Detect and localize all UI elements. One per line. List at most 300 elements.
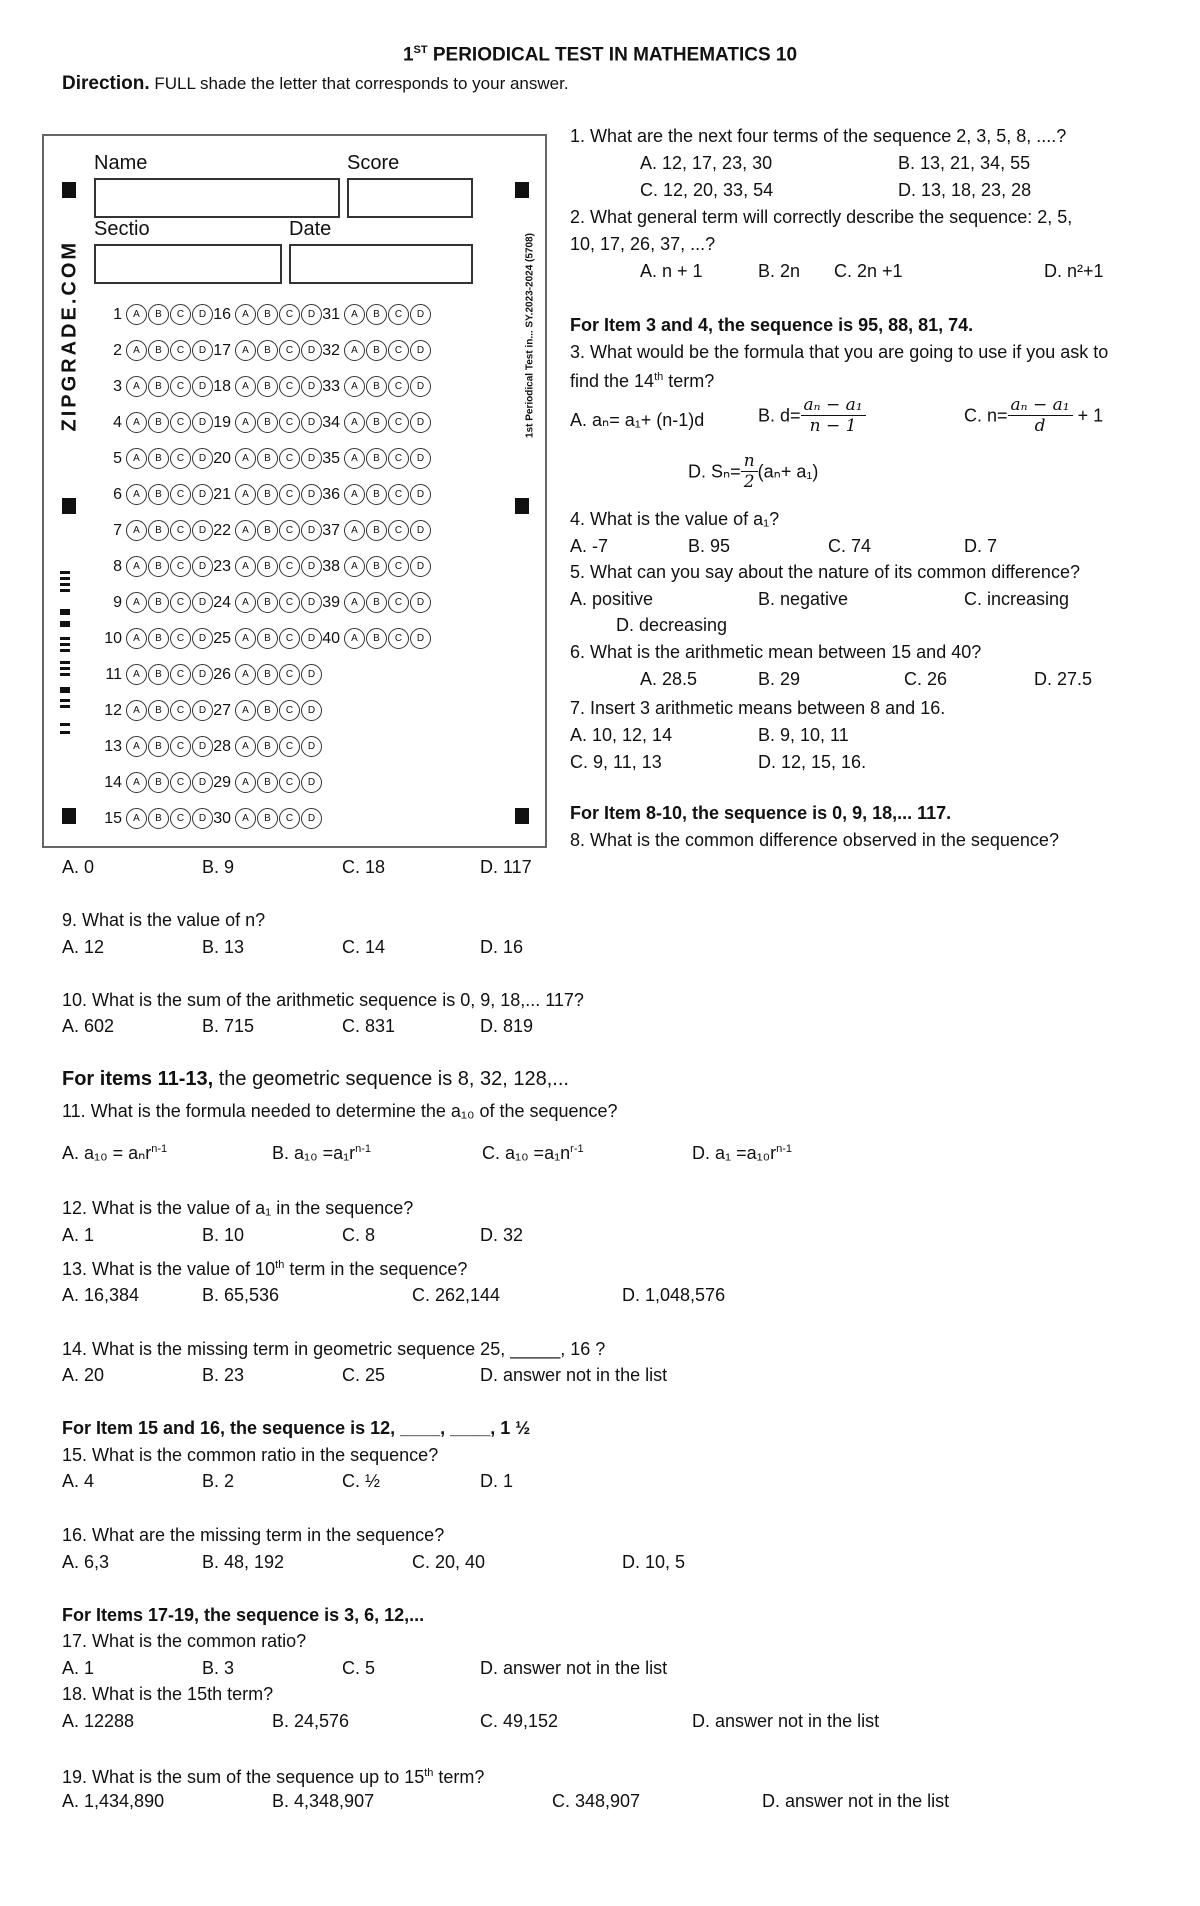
bubble-33-a[interactable]: A — [344, 376, 365, 397]
bubble-26-d[interactable]: D — [301, 664, 322, 685]
bubble-5-a[interactable]: A — [126, 448, 147, 469]
q14-choice-b[interactable]: B. 23 — [202, 1365, 245, 1385]
q1-choice-c[interactable]: C. 12, 20, 33, 54 — [640, 180, 774, 200]
bubble-29-b[interactable]: B — [257, 772, 278, 793]
bubble-9-d[interactable]: D — [192, 592, 213, 613]
bubble-11-c[interactable]: C — [170, 664, 191, 685]
bubble-18-c[interactable]: C — [279, 376, 300, 397]
answer-sheet — [42, 134, 547, 848]
bubble-15-d[interactable]: D — [192, 808, 213, 829]
bubble-14-a[interactable]: A — [126, 772, 147, 793]
bubble-question-number: 12 — [104, 701, 122, 719]
bubble-7-a[interactable]: A — [126, 520, 147, 541]
bubble-39-a[interactable]: A — [344, 592, 365, 613]
bubble-18-a[interactable]: A — [235, 376, 256, 397]
q16-choice-c[interactable]: C. 20, 40 — [412, 1552, 486, 1572]
bubble-17-d[interactable]: D — [301, 340, 322, 361]
q13-choice-c[interactable]: C. 262,144 — [412, 1285, 501, 1305]
bubble-35-c[interactable]: C — [388, 448, 409, 469]
bubble-2-b[interactable]: B — [148, 340, 169, 361]
q5-choice-c[interactable]: C. increasing — [964, 589, 1070, 609]
bubble-row — [44, 556, 524, 582]
bubble-29-c[interactable]: C — [279, 772, 300, 793]
q8-text: 8. What is the common difference observed in the sequence? — [570, 830, 1059, 850]
q10-text: 10. What is the sum of the arithmetic sequence is 0, 9, 18,... 117? — [62, 990, 584, 1010]
bubble-29-a[interactable]: A — [235, 772, 256, 793]
q8-choice-b[interactable]: B. 9 — [202, 857, 235, 877]
bubble-7-b[interactable]: B — [148, 520, 169, 541]
bubble-31-d[interactable]: D — [410, 304, 431, 325]
q19-text: 19. What is the sum of the sequence up to 15th term? — [62, 1767, 485, 1787]
score-label: Score — [347, 152, 400, 174]
q15-choice-b[interactable]: B. 2 — [202, 1471, 235, 1491]
bubble-8-a[interactable]: A — [126, 556, 147, 577]
bubble-4-b[interactable]: B — [148, 412, 169, 433]
q6-choice-b[interactable]: B. 29 — [758, 669, 801, 689]
direction: Direction. FULL shade the letter that corresponds to your answer. — [62, 73, 569, 94]
bubble-13-c[interactable]: C — [170, 736, 191, 757]
q13-choice-b[interactable]: B. 65,536 — [202, 1285, 280, 1305]
q13-text: 13. What is the value of 10th term in the sequence? — [62, 1259, 468, 1279]
q7-choice-b[interactable]: B. 9, 10, 11 — [758, 725, 849, 745]
bubble-15-c[interactable]: C — [170, 808, 191, 829]
bubble-19-b[interactable]: B — [257, 412, 278, 433]
q9-choice-c[interactable]: C. 14 — [342, 937, 386, 957]
q7-choice-a[interactable]: A. 10, 12, 14 — [570, 725, 673, 745]
bubble-item-16 — [209, 304, 323, 325]
bubble-24-b[interactable]: B — [257, 592, 278, 613]
bubble-26-c[interactable]: C — [279, 664, 300, 685]
bubble-question-number: 28 — [213, 737, 231, 755]
bubble-item-38 — [318, 556, 432, 577]
bubble-row — [44, 772, 524, 798]
q13-choice-a[interactable]: A. 16,384 — [62, 1285, 140, 1305]
bubble-35-d[interactable]: D — [410, 448, 431, 469]
bubble-1-d[interactable]: D — [192, 304, 213, 325]
bubble-3-d[interactable]: D — [192, 376, 213, 397]
bubble-34-c[interactable]: C — [388, 412, 409, 433]
bubble-11-a[interactable]: A — [126, 664, 147, 685]
q10-choice-a[interactable]: A. 602 — [62, 1016, 115, 1036]
bubble-1-a[interactable]: A — [126, 304, 147, 325]
bubble-30-c[interactable]: C — [279, 808, 300, 829]
bubble-35-a[interactable]: A — [344, 448, 365, 469]
set-1516-header: For Item 15 and 16, the sequence is 12, ____, ____, 1 ½ — [62, 1418, 531, 1438]
bubble-5-b[interactable]: B — [148, 448, 169, 469]
q4-choice-a[interactable]: A. -7 — [570, 536, 609, 556]
q3-text-cont: find the 14th term? — [570, 371, 715, 391]
bubble-8-b[interactable]: B — [148, 556, 169, 577]
q6-choice-c[interactable]: C. 26 — [904, 669, 948, 689]
bubble-2-c[interactable]: C — [170, 340, 191, 361]
bubble-question-number: 31 — [322, 305, 340, 323]
bubble-20-a[interactable]: A — [235, 448, 256, 469]
q6-choice-d[interactable]: D. 27.5 — [1034, 669, 1093, 689]
q18-choice-c[interactable]: C. 49,152 — [480, 1711, 559, 1731]
bubble-22-c[interactable]: C — [279, 520, 300, 541]
bubble-item-20 — [209, 448, 323, 469]
q17-choice-a[interactable]: A. 1 — [62, 1658, 95, 1678]
page-title: 1ST PERIODICAL TEST IN MATHEMATICS 10 — [402, 44, 798, 66]
bubble-10-b[interactable]: B — [148, 628, 169, 649]
bubble-28-d[interactable]: D — [301, 736, 322, 757]
bubble-26-b[interactable]: B — [257, 664, 278, 685]
bubble-row — [44, 808, 524, 834]
q4-choice-d[interactable]: D. 7 — [964, 536, 998, 556]
bubble-25-d[interactable]: D — [301, 628, 322, 649]
bubble-15-a[interactable]: A — [126, 808, 147, 829]
bubble-9-a[interactable]: A — [126, 592, 147, 613]
q11-choice-b[interactable]: B. $a_{10} =a_1r^{n-1}$ — [272, 1143, 372, 1163]
bubble-16-a[interactable]: A — [235, 304, 256, 325]
bubble-31-c[interactable]: C — [388, 304, 409, 325]
bubble-question-number: 10 — [104, 629, 122, 647]
bubble-item-13 — [100, 736, 214, 757]
bubble-28-a[interactable]: A — [235, 736, 256, 757]
bubble-37-a[interactable]: A — [344, 520, 365, 541]
q1-choice-b[interactable]: B. 13, 21, 34, 55 — [898, 153, 1031, 173]
q3-choice-c[interactable]: C. n= $\frac{\text{aₙ − a₁}}{d}$ + 1 — [964, 395, 1104, 436]
q6-text: 6. What is the arithmetic mean between 15 and 40? — [570, 642, 982, 662]
bubble-6-d[interactable]: D — [192, 484, 213, 505]
bubble-12-a[interactable]: A — [126, 700, 147, 721]
bubble-18-d[interactable]: D — [301, 376, 322, 397]
bubble-item-26 — [209, 664, 323, 685]
bubble-row — [44, 340, 524, 366]
bubble-7-d[interactable]: D — [192, 520, 213, 541]
bubble-37-b[interactable]: B — [366, 520, 387, 541]
bubble-19-d[interactable]: D — [301, 412, 322, 433]
bubble-24-c[interactable]: C — [279, 592, 300, 613]
bubble-30-a[interactable]: A — [235, 808, 256, 829]
section-field[interactable] — [94, 244, 282, 284]
bubble-17-a[interactable]: A — [235, 340, 256, 361]
bubble-question-number: 30 — [213, 809, 231, 827]
bubble-23-a[interactable]: A — [235, 556, 256, 577]
bubble-34-a[interactable]: A — [344, 412, 365, 433]
bubble-22-a[interactable]: A — [235, 520, 256, 541]
q10-choice-b[interactable]: B. 715 — [202, 1016, 255, 1036]
bubble-16-b[interactable]: B — [257, 304, 278, 325]
bubble-5-d[interactable]: D — [192, 448, 213, 469]
bubble-31-b[interactable]: B — [366, 304, 387, 325]
q5-choice-b[interactable]: B. negative — [758, 589, 849, 609]
bubble-11-d[interactable]: D — [192, 664, 213, 685]
q4-choice-b[interactable]: B. 95 — [688, 536, 731, 556]
bubble-32-d[interactable]: D — [410, 340, 431, 361]
q15-choice-c[interactable]: C. ½ — [342, 1471, 381, 1491]
bubble-question-number: 15 — [104, 809, 122, 827]
q2-choice-d[interactable]: D. n²+1 — [1044, 261, 1104, 281]
q14-choice-c[interactable]: C. 25 — [342, 1365, 386, 1385]
bubble-37-d[interactable]: D — [410, 520, 431, 541]
bubble-38-d[interactable]: D — [410, 556, 431, 577]
bubble-10-a[interactable]: A — [126, 628, 147, 649]
bubble-27-c[interactable]: C — [279, 700, 300, 721]
bubble-6-b[interactable]: B — [148, 484, 169, 505]
bubble-question-number: 13 — [104, 737, 122, 755]
bubble-25-b[interactable]: B — [257, 628, 278, 649]
q13-choice-d[interactable]: D. 1,048,576 — [622, 1285, 726, 1305]
name-field[interactable] — [94, 178, 340, 218]
bubble-question-number: 39 — [322, 593, 340, 611]
bubble-24-d[interactable]: D — [301, 592, 322, 613]
bubble-20-c[interactable]: C — [279, 448, 300, 469]
bubble-25-a[interactable]: A — [235, 628, 256, 649]
bubble-2-d[interactable]: D — [192, 340, 213, 361]
bubble-40-d[interactable]: D — [410, 628, 431, 649]
q12-choice-c[interactable]: C. 8 — [342, 1225, 376, 1245]
bubble-29-d[interactable]: D — [301, 772, 322, 793]
bubble-item-4 — [100, 412, 214, 433]
q8-choice-d[interactable]: D. 117 — [480, 857, 532, 877]
q17-choice-d[interactable]: D. answer not in the list — [480, 1658, 668, 1678]
q9-choice-a[interactable]: A. 12 — [62, 937, 105, 957]
bubble-question-number: 20 — [213, 449, 231, 467]
bubble-item-23 — [209, 556, 323, 577]
bubble-12-b[interactable]: B — [148, 700, 169, 721]
bubble-16-c[interactable]: C — [279, 304, 300, 325]
bubble-item-7 — [100, 520, 214, 541]
bubble-39-b[interactable]: B — [366, 592, 387, 613]
q19-choice-d[interactable]: D. answer not in the list — [762, 1791, 950, 1811]
bubble-6-c[interactable]: C — [170, 484, 191, 505]
bubble-13-d[interactable]: D — [192, 736, 213, 757]
q16-choice-b[interactable]: B. 48, 192 — [202, 1552, 285, 1572]
bubble-31-a[interactable]: A — [344, 304, 365, 325]
q3-choice-a[interactable]: A. aₙ= a₁+ (n-1)d — [570, 410, 705, 430]
bubble-27-b[interactable]: B — [257, 700, 278, 721]
bubble-32-c[interactable]: C — [388, 340, 409, 361]
bubble-question-number: 8 — [113, 557, 122, 575]
bubble-item-40 — [318, 628, 432, 649]
bubble-21-b[interactable]: B — [257, 484, 278, 505]
bubble-13-b[interactable]: B — [148, 736, 169, 757]
q12-choice-a[interactable]: A. 1 — [62, 1225, 95, 1245]
q5-choice-d[interactable]: D. decreasing — [616, 615, 728, 635]
bubble-23-c[interactable]: C — [279, 556, 300, 577]
q16-choice-d[interactable]: D. 10, 5 — [622, 1552, 686, 1572]
bubble-19-a[interactable]: A — [235, 412, 256, 433]
bubble-item-18 — [209, 376, 323, 397]
bubble-36-d[interactable]: D — [410, 484, 431, 505]
q3-choice-b[interactable]: B. d= $\frac{\text{aₙ − a₁}}{n - 1}$ — [758, 395, 866, 443]
q12-choice-b[interactable]: B. 10 — [202, 1225, 245, 1245]
q5-choice-a[interactable]: A. positive — [570, 589, 654, 609]
bubble-34-d[interactable]: D — [410, 412, 431, 433]
q3-choice-d[interactable]: D. Sₙ= $\frac{n}{2}$ (aₙ+ a₁) — [688, 451, 819, 492]
bubble-32-b[interactable]: B — [366, 340, 387, 361]
bubble-item-22 — [209, 520, 323, 541]
bubble-item-25 — [209, 628, 323, 649]
q14-choice-a[interactable]: A. 20 — [62, 1365, 105, 1385]
bubble-7-c[interactable]: C — [170, 520, 191, 541]
bubble-30-b[interactable]: B — [257, 808, 278, 829]
bubble-33-b[interactable]: B — [366, 376, 387, 397]
bubble-14-b[interactable]: B — [148, 772, 169, 793]
q11-choice-a[interactable]: A. a₁₀ = aₙr$^{n-1}$ — [62, 1143, 168, 1163]
set-1719-header: For Items 17-19, the sequence is 3, 6, 12,... — [62, 1605, 425, 1625]
bubble-question-number: 9 — [113, 593, 122, 611]
bubble-13-a[interactable]: A — [126, 736, 147, 757]
bubble-question-number: 34 — [322, 413, 340, 431]
bubble-15-b[interactable]: B — [148, 808, 169, 829]
bubble-8-c[interactable]: C — [170, 556, 191, 577]
bubble-row — [44, 592, 524, 618]
q16-choice-a[interactable]: A. 6,3 — [62, 1552, 110, 1572]
q12-choice-d[interactable]: D. 32 — [480, 1225, 524, 1245]
q19-choice-a[interactable]: A. 1,434,890 — [62, 1791, 165, 1811]
bubble-item-21 — [209, 484, 323, 505]
q11-choice-d[interactable]: D. $a_1 =a_{10}r^{n-1}$ — [692, 1143, 793, 1163]
bubble-14-d[interactable]: D — [192, 772, 213, 793]
bubble-33-c[interactable]: C — [388, 376, 409, 397]
bubble-40-b[interactable]: B — [366, 628, 387, 649]
bubble-11-b[interactable]: B — [148, 664, 169, 685]
bubble-12-c[interactable]: C — [170, 700, 191, 721]
q9-choice-b[interactable]: B. 13 — [202, 937, 245, 957]
bubble-27-a[interactable]: A — [235, 700, 256, 721]
bubble-6-a[interactable]: A — [126, 484, 147, 505]
bubble-23-d[interactable]: D — [301, 556, 322, 577]
bubble-4-d[interactable]: D — [192, 412, 213, 433]
bubble-20-b[interactable]: B — [257, 448, 278, 469]
bubble-3-a[interactable]: A — [126, 376, 147, 397]
q18-choice-a[interactable]: A. 12288 — [62, 1711, 135, 1731]
q17-choice-b[interactable]: B. 3 — [202, 1658, 235, 1678]
bubble-23-b[interactable]: B — [257, 556, 278, 577]
q18-choice-b[interactable]: B. 24,576 — [272, 1711, 350, 1731]
q2-choice-c[interactable]: C. 2n +1 — [834, 261, 903, 281]
bubble-21-a[interactable]: A — [235, 484, 256, 505]
q17-choice-c[interactable]: C. 5 — [342, 1658, 376, 1678]
bubble-27-d[interactable]: D — [301, 700, 322, 721]
bubble-26-a[interactable]: A — [235, 664, 256, 685]
q2-choice-b[interactable]: B. 2n — [758, 261, 801, 281]
bubble-22-b[interactable]: B — [257, 520, 278, 541]
bubble-item-10 — [100, 628, 214, 649]
q8-choice-a[interactable]: A. 0 — [62, 857, 95, 877]
bubble-question-number: 36 — [322, 485, 340, 503]
bubble-20-d[interactable]: D — [301, 448, 322, 469]
q8-choice-c[interactable]: C. 18 — [342, 857, 386, 877]
bubble-item-17 — [209, 340, 323, 361]
bubble-24-a[interactable]: A — [235, 592, 256, 613]
bubble-3-c[interactable]: C — [170, 376, 191, 397]
bubble-38-c[interactable]: C — [388, 556, 409, 577]
q10-choice-c[interactable]: C. 831 — [342, 1016, 396, 1036]
bubble-1-c[interactable]: C — [170, 304, 191, 325]
date-field[interactable] — [289, 244, 473, 284]
bubble-1-b[interactable]: B — [148, 304, 169, 325]
registration-mark — [515, 182, 529, 198]
q9-choice-d[interactable]: D. 16 — [480, 937, 524, 957]
bubble-16-d[interactable]: D — [301, 304, 322, 325]
bubble-37-c[interactable]: C — [388, 520, 409, 541]
bubble-item-8 — [100, 556, 214, 577]
bubble-9-c[interactable]: C — [170, 592, 191, 613]
bubble-row — [44, 412, 524, 438]
bubble-14-c[interactable]: C — [170, 772, 191, 793]
q14-choice-d[interactable]: D. answer not in the list — [480, 1365, 668, 1385]
bubble-34-b[interactable]: B — [366, 412, 387, 433]
q7-choice-c[interactable]: C. 9, 11, 13 — [570, 752, 662, 772]
bubble-40-a[interactable]: A — [344, 628, 365, 649]
bubble-36-c[interactable]: C — [388, 484, 409, 505]
bubble-30-d[interactable]: D — [301, 808, 322, 829]
bubble-item-36 — [318, 484, 432, 505]
bubble-18-b[interactable]: B — [257, 376, 278, 397]
bubble-21-d[interactable]: D — [301, 484, 322, 505]
bubble-28-c[interactable]: C — [279, 736, 300, 757]
bubble-35-b[interactable]: B — [366, 448, 387, 469]
bubble-item-34 — [318, 412, 432, 433]
q2-text: 2. What general term will correctly describe the sequence: 2, 5, — [570, 207, 1073, 227]
bubble-row — [44, 304, 524, 330]
bubble-39-d[interactable]: D — [410, 592, 431, 613]
q17-text: 17. What is the common ratio? — [62, 1631, 307, 1651]
bubble-28-b[interactable]: B — [257, 736, 278, 757]
bubble-2-a[interactable]: A — [126, 340, 147, 361]
q15-choice-a[interactable]: A. 4 — [62, 1471, 95, 1491]
bubble-38-b[interactable]: B — [366, 556, 387, 577]
bubble-question-number: 6 — [113, 485, 122, 503]
bubble-question-number: 33 — [322, 377, 340, 395]
q10-choice-d[interactable]: D. 819 — [480, 1016, 534, 1036]
q2-choice-a[interactable]: A. n + 1 — [640, 261, 703, 281]
q6-choice-a[interactable]: A. 28.5 — [640, 669, 698, 689]
date-label: Date — [289, 218, 332, 240]
bubble-item-2 — [100, 340, 214, 361]
set-1113-header: For items 11-13, the geometric sequence is 8, 32, 128,... — [62, 1068, 569, 1090]
q19-choice-c[interactable]: C. 348,907 — [552, 1791, 641, 1811]
q11-choice-c[interactable]: C. $a_{10} =a_1n^{r-1}$ — [482, 1143, 584, 1163]
bubble-19-c[interactable]: C — [279, 412, 300, 433]
bubble-12-d[interactable]: D — [192, 700, 213, 721]
q1-choice-d[interactable]: D. 13, 18, 23, 28 — [898, 180, 1032, 200]
bubble-39-c[interactable]: C — [388, 592, 409, 613]
bubble-4-c[interactable]: C — [170, 412, 191, 433]
bubble-21-c[interactable]: C — [279, 484, 300, 505]
bubble-5-c[interactable]: C — [170, 448, 191, 469]
bubble-17-c[interactable]: C — [279, 340, 300, 361]
score-field[interactable] — [347, 178, 473, 218]
bubble-10-c[interactable]: C — [170, 628, 191, 649]
q18-choice-d[interactable]: D. answer not in the list — [692, 1711, 880, 1731]
bubble-40-c[interactable]: C — [388, 628, 409, 649]
bubble-36-a[interactable]: A — [344, 484, 365, 505]
q15-choice-d[interactable]: D. 1 — [480, 1471, 514, 1491]
bubble-38-a[interactable]: A — [344, 556, 365, 577]
bubble-question-number: 29 — [213, 773, 231, 791]
q7-choice-d[interactable]: D. 12, 15, 16. — [758, 752, 867, 772]
bubble-8-d[interactable]: D — [192, 556, 213, 577]
bubble-22-d[interactable]: D — [301, 520, 322, 541]
bubble-32-a[interactable]: A — [344, 340, 365, 361]
q19-choice-b[interactable]: B. 4,348,907 — [272, 1791, 375, 1811]
bubble-10-d[interactable]: D — [192, 628, 213, 649]
bubble-33-d[interactable]: D — [410, 376, 431, 397]
bubble-3-b[interactable]: B — [148, 376, 169, 397]
bubble-17-b[interactable]: B — [257, 340, 278, 361]
bubble-item-27 — [209, 700, 323, 721]
q1-choice-a[interactable]: A. 12, 17, 23, 30 — [640, 153, 773, 173]
bubble-36-b[interactable]: B — [366, 484, 387, 505]
bubble-9-b[interactable]: B — [148, 592, 169, 613]
bubble-25-c[interactable]: C — [279, 628, 300, 649]
q4-choice-c[interactable]: C. 74 — [828, 536, 872, 556]
bubble-4-a[interactable]: A — [126, 412, 147, 433]
